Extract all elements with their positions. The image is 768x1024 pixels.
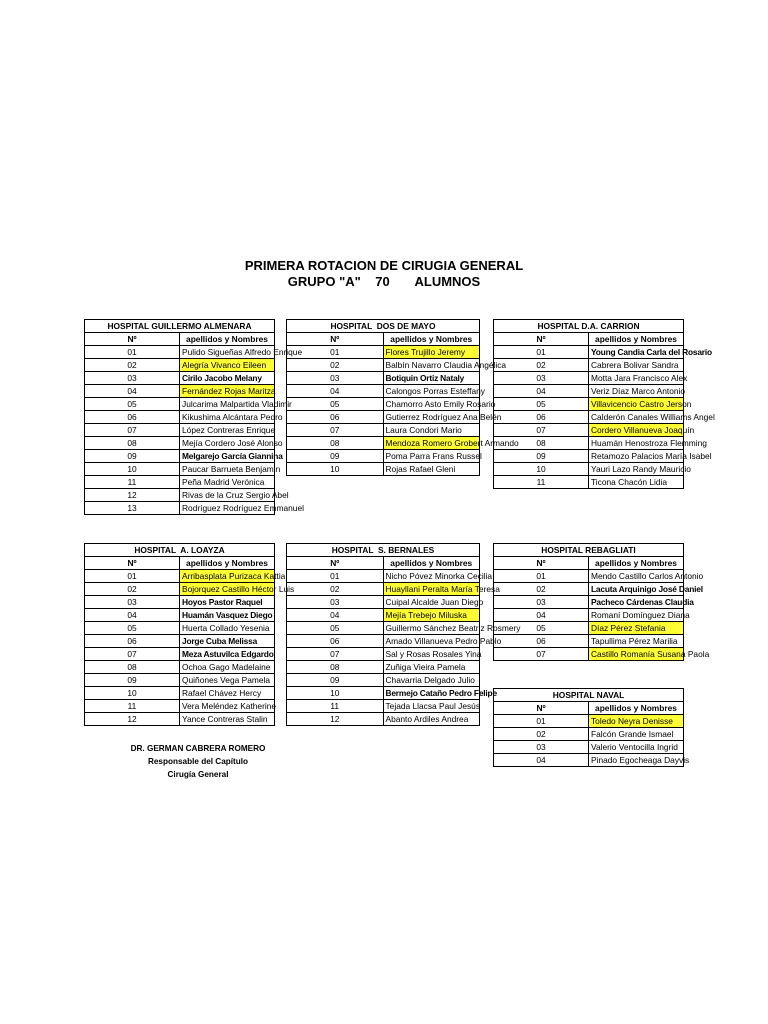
student-name: Cabrera Bolivar Sandra	[589, 359, 684, 372]
student-name: Toledo Neyra Denisse	[589, 715, 684, 728]
student-name: Kikushima Alcántara Pedro	[180, 411, 275, 424]
row-number: 09	[287, 450, 384, 463]
table-row	[287, 635, 480, 648]
table-row	[494, 741, 684, 754]
row-number: 11	[85, 700, 180, 713]
row-number: 04	[494, 385, 589, 398]
column-header-names: apellidos y Nombres	[383, 333, 480, 346]
table-row	[85, 648, 275, 661]
table-row	[494, 359, 684, 372]
student-name: Flores Trujillo Jeremy	[383, 346, 480, 359]
student-name: Bermejo Cataño Pedro Felipe	[383, 687, 480, 700]
student-name: Mendo Castillo Carlos Antonio	[589, 570, 684, 583]
table-row	[85, 713, 275, 726]
row-number: 06	[494, 635, 589, 648]
column-header-names: apellidos y Nombres	[589, 702, 684, 715]
student-name: Nicho Póvez Minorka Cecilia	[383, 570, 480, 583]
column-header-number: Nº	[85, 333, 180, 346]
student-name: Yance Contreras Stalin	[180, 713, 275, 726]
student-name: Melgarejo García Giannina	[180, 450, 275, 463]
student-name: Chamorro Asto Emily Rosario	[383, 398, 480, 411]
row-number: 06	[287, 411, 384, 424]
row-number: 06	[494, 411, 589, 424]
table-row	[287, 437, 480, 450]
table-row	[494, 728, 684, 741]
student-name: Huerta Collado Yesenia	[180, 622, 275, 635]
row-number: 07	[85, 424, 180, 437]
student-name: Rivas de la Cruz Sergio Abel	[180, 489, 275, 502]
hospital-table	[84, 543, 295, 726]
hospital-name: HOSPITAL S. BERNALES	[287, 544, 480, 557]
table-row	[287, 661, 480, 674]
table-row	[85, 385, 275, 398]
hospital-table	[493, 688, 690, 767]
table-row	[85, 424, 275, 437]
row-number: 12	[85, 489, 180, 502]
student-name: Arribasplata Purizaca Kattia	[180, 570, 275, 583]
row-number: 08	[287, 661, 384, 674]
student-name: Mejía Trebejo Miluska	[383, 609, 480, 622]
student-name: Díaz Pérez Stefania	[589, 622, 684, 635]
table-row	[85, 502, 275, 515]
student-name: Mendoza Romero Grobert Armando	[383, 437, 480, 450]
student-name: Abanto Ardiles Andrea	[383, 713, 480, 726]
student-name: Ochoa Gago Madelaine	[180, 661, 275, 674]
column-header-number: Nº	[85, 557, 180, 570]
table-row	[494, 450, 684, 463]
student-name: Poma Parra Frans Russel	[383, 450, 480, 463]
hospital-name: HOSPITAL REBAGLIATI	[494, 544, 684, 557]
table-row	[494, 437, 684, 450]
row-number: 02	[85, 359, 180, 372]
table-row	[287, 463, 480, 476]
row-number: 10	[85, 463, 180, 476]
student-name: Cirilo Jacobo Melany	[180, 372, 275, 385]
table-row	[494, 635, 684, 648]
hospital-name: HOSPITAL NAVAL	[494, 689, 684, 702]
table-row	[287, 359, 480, 372]
row-number: 05	[494, 398, 589, 411]
student-name: Alegría Vivanco Eileen	[180, 359, 275, 372]
student-name: Huayllani Peralta María Teresa	[383, 583, 480, 596]
row-number: 01	[494, 570, 589, 583]
table-row	[85, 463, 275, 476]
student-name: Pulido Sigueñas Alfredo Enrique	[180, 346, 275, 359]
table-row	[287, 687, 480, 700]
student-name: Castillo Romanía Susana Paola	[589, 648, 684, 661]
row-number: 03	[287, 372, 384, 385]
column-header-number: Nº	[494, 702, 589, 715]
hospital-table	[286, 543, 521, 726]
student-name: Rodríguez Rodríguez Emmanuel	[180, 502, 275, 515]
hospital-table	[84, 319, 304, 515]
student-name: Balbín Navarro Claudia Angélica	[383, 359, 480, 372]
hospital-name: HOSPITAL DOS DE MAYO	[287, 320, 480, 333]
row-number: 07	[287, 648, 384, 661]
table-row	[287, 609, 480, 622]
student-name: Botiquin Ortiz Nataly	[383, 372, 480, 385]
row-number: 10	[85, 687, 180, 700]
student-name: Zuñiga Vieira Pamela	[383, 661, 480, 674]
row-number: 07	[287, 424, 384, 437]
table-row	[85, 687, 275, 700]
row-number: 04	[494, 754, 589, 767]
student-name: Rojas Rafael Gleni	[383, 463, 480, 476]
table-row	[287, 596, 480, 609]
table-row	[494, 648, 684, 661]
student-name: Peña Madrid Verónica	[180, 476, 275, 489]
table-row	[85, 359, 275, 372]
row-number: 06	[287, 635, 384, 648]
row-number: 05	[85, 398, 180, 411]
signature-name: DR. GERMAN CABRERA ROMERO	[130, 744, 266, 753]
student-name: Motta Jara Francisco Alex	[589, 372, 684, 385]
row-number: 08	[287, 437, 384, 450]
table-row	[494, 463, 684, 476]
row-number: 01	[287, 570, 384, 583]
row-number: 03	[287, 596, 384, 609]
signature-chapter: Cirugía General	[167, 770, 229, 779]
student-name: Huamán Vasquez Diego	[180, 609, 275, 622]
student-name: Meza Astuvilca Edgardo	[180, 648, 275, 661]
student-name: Valerio Ventocilla Ingrid	[589, 741, 684, 754]
row-number: 12	[287, 713, 384, 726]
row-number: 04	[494, 609, 589, 622]
row-number: 09	[287, 674, 384, 687]
column-header-number: Nº	[287, 333, 384, 346]
table-row	[494, 372, 684, 385]
row-number: 13	[85, 502, 180, 515]
row-number: 02	[494, 583, 589, 596]
table-row	[287, 385, 480, 398]
row-number: 10	[287, 687, 384, 700]
column-header-names: apellidos y Nombres	[383, 557, 480, 570]
table-row	[494, 609, 684, 622]
student-name: Veriz Díaz Marco Antonio	[589, 385, 684, 398]
row-number: 10	[494, 463, 589, 476]
row-number: 05	[85, 622, 180, 635]
student-name: López Contreras Enrique	[180, 424, 275, 437]
table-row	[85, 411, 275, 424]
column-header-number: Nº	[494, 557, 589, 570]
student-name: Mejía Cordero José Alonso	[180, 437, 275, 450]
table-row	[85, 346, 275, 359]
table-row	[287, 622, 480, 635]
table-row	[494, 754, 684, 767]
row-number: 04	[85, 609, 180, 622]
table-row	[287, 398, 480, 411]
row-number: 07	[494, 424, 589, 437]
table-row	[85, 661, 275, 674]
student-name: Julcarima Malpartida Vladimir	[180, 398, 275, 411]
student-name: Fernández Rojas Maritza	[180, 385, 275, 398]
student-name: Calderón Canales Williams Angel	[589, 411, 684, 424]
hospital-name: HOSPITAL GUILLERMO ALMENARA	[85, 320, 275, 333]
table-row	[287, 411, 480, 424]
table-row	[494, 715, 684, 728]
row-number: 08	[85, 661, 180, 674]
student-name: Vera Meléndez Katherine	[180, 700, 275, 713]
table-row	[85, 700, 275, 713]
student-name: Ticona Chacón Lidia	[589, 476, 684, 489]
row-number: 06	[85, 411, 180, 424]
document-subtitle: GRUPO "A" 70 ALUMNOS	[287, 274, 481, 289]
student-name: Quiñones Vega Pamela	[180, 674, 275, 687]
row-number: 02	[494, 728, 589, 741]
student-name: Gutierrez Rodríguez Ana Belén	[383, 411, 480, 424]
table-row	[494, 596, 684, 609]
hospital-table	[286, 319, 519, 476]
row-number: 11	[85, 476, 180, 489]
student-name: Amado Villanueva Pedro Pablo	[383, 635, 480, 648]
student-name: Bojorquez Castillo Héctor Luis	[180, 583, 275, 596]
table-row	[287, 674, 480, 687]
row-number: 05	[287, 398, 384, 411]
hospital-name: HOSPITAL D.A. CARRION	[494, 320, 684, 333]
student-name: Jorge Cuba Melissa	[180, 635, 275, 648]
student-name: Romaní Domínguez Diana	[589, 609, 684, 622]
student-name: Villavicencio Castro Jerson	[589, 398, 684, 411]
row-number: 08	[494, 437, 589, 450]
signature-block	[108, 742, 288, 781]
table-row	[494, 583, 684, 596]
column-header-names: apellidos y Nombres	[180, 557, 275, 570]
row-number: 04	[287, 609, 384, 622]
row-number: 04	[85, 385, 180, 398]
table-row	[287, 700, 480, 713]
student-name: Retamozo Palacios María Isabel	[589, 450, 684, 463]
row-number: 02	[494, 359, 589, 372]
student-name: Rafael Chávez Hercy	[180, 687, 275, 700]
student-name: Lacuta Arquinigo José Daniel	[589, 583, 684, 596]
table-row	[85, 570, 275, 583]
row-number: 03	[494, 596, 589, 609]
student-name: Pinado Egocheaga Dayvis	[589, 754, 684, 767]
row-number: 03	[494, 372, 589, 385]
student-name: Young Candia Carla del Rosario	[589, 346, 684, 359]
student-name: Pacheco Cárdenas Claudia	[589, 596, 684, 609]
student-name: Paucar Barrueta Benjamin	[180, 463, 275, 476]
row-number: 10	[287, 463, 384, 476]
row-number: 04	[287, 385, 384, 398]
row-number: 07	[85, 648, 180, 661]
row-number: 05	[494, 622, 589, 635]
row-number: 09	[85, 674, 180, 687]
signature-role: Responsable del Capítulo	[147, 757, 249, 766]
row-number: 03	[85, 596, 180, 609]
table-row	[85, 583, 275, 596]
table-row	[287, 570, 480, 583]
row-number: 02	[287, 583, 384, 596]
student-name: Guillermo Sánchez Beatriz Rosmery	[383, 622, 480, 635]
student-name: Calongos Porras Esteffany	[383, 385, 480, 398]
student-name: Cordero Villanueva Joaquín	[589, 424, 684, 437]
table-row	[85, 674, 275, 687]
hospital-table	[493, 319, 715, 489]
hospital-name: HOSPITAL A. LOAYZA	[85, 544, 275, 557]
table-row	[287, 372, 480, 385]
table-row	[85, 476, 275, 489]
student-name: Cuipal Alcalde Juan Diego	[383, 596, 480, 609]
column-header-number: Nº	[494, 333, 589, 346]
column-header-number: Nº	[287, 557, 384, 570]
row-number: 01	[494, 346, 589, 359]
hospital-table	[493, 543, 710, 661]
row-number: 03	[494, 741, 589, 754]
table-row	[85, 609, 275, 622]
table-row	[85, 596, 275, 609]
student-name: Laura Condori Mario	[383, 424, 480, 437]
table-row	[85, 372, 275, 385]
student-name: Huamán Henostroza Flemming	[589, 437, 684, 450]
student-name: Falcón Grande Ismael	[589, 728, 684, 741]
row-number: 09	[85, 450, 180, 463]
table-row	[494, 411, 684, 424]
table-row	[287, 583, 480, 596]
table-row	[494, 570, 684, 583]
row-number: 01	[85, 346, 180, 359]
table-row	[287, 450, 480, 463]
row-number: 07	[494, 648, 589, 661]
table-row	[85, 635, 275, 648]
table-row	[85, 398, 275, 411]
student-name: Hoyos Pastor Raquel	[180, 596, 275, 609]
row-number: 11	[287, 700, 384, 713]
row-number: 11	[494, 476, 589, 489]
student-name: Chavarria Delgado Julio	[383, 674, 480, 687]
table-row	[287, 648, 480, 661]
row-number: 05	[287, 622, 384, 635]
table-row	[85, 437, 275, 450]
table-row	[494, 398, 684, 411]
row-number: 12	[85, 713, 180, 726]
table-row	[494, 622, 684, 635]
table-row	[85, 489, 275, 502]
table-row	[494, 346, 684, 359]
table-row	[85, 450, 275, 463]
row-number: 01	[494, 715, 589, 728]
student-name: Sal y Rosas Rosales Yina	[383, 648, 480, 661]
student-name: Tejada Llacsa Paul Jesús	[383, 700, 480, 713]
document-title: PRIMERA ROTACION DE CIRUGIA GENERAL	[244, 258, 524, 273]
table-row	[494, 385, 684, 398]
table-row	[494, 476, 684, 489]
row-number: 02	[85, 583, 180, 596]
row-number: 02	[287, 359, 384, 372]
column-header-names: apellidos y Nombres	[589, 557, 684, 570]
table-row	[85, 622, 275, 635]
table-row	[287, 346, 480, 359]
table-row	[287, 424, 480, 437]
row-number: 01	[85, 570, 180, 583]
row-number: 08	[85, 437, 180, 450]
student-name: Tapullima Pérez Marilia	[589, 635, 684, 648]
table-row	[494, 424, 684, 437]
student-name: Yauri Lazo Randy Mauricio	[589, 463, 684, 476]
row-number: 06	[85, 635, 180, 648]
table-row	[287, 713, 480, 726]
column-header-names: apellidos y Nombres	[180, 333, 275, 346]
row-number: 03	[85, 372, 180, 385]
column-header-names: apellidos y Nombres	[589, 333, 684, 346]
row-number: 01	[287, 346, 384, 359]
row-number: 09	[494, 450, 589, 463]
